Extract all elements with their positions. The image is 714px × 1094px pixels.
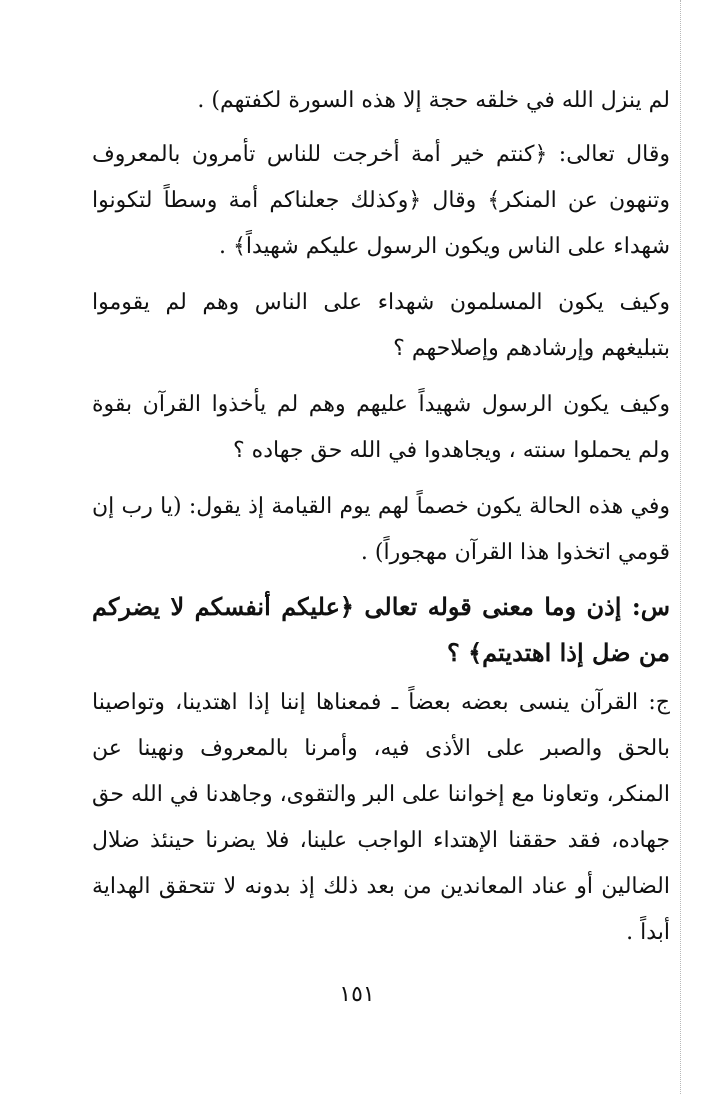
paragraph-4: وكيف يكون الرسول شهيداً عليهم وهم لم يأخذوا القرآن بقوة ولم يحملوا سنته ، ويجاهدوا في الله حق جهاده ؟ (92, 392, 670, 463)
page-number: ١٥١ (339, 982, 375, 1007)
body-text (92, 78, 670, 956)
page-edge-rule (680, 0, 681, 1094)
paragraph-5: وفي هذه الحالة يكون خصماً لهم يوم القيامة إذ يقول: (يا رب إن قومي اتخذوا هذا القرآن مهجوراً) . (92, 494, 670, 565)
paragraph-1: لم ينزل الله في خلقه حجة إلا هذه السورة لكفتهم) . (197, 88, 670, 113)
answer-paragraph: ج: القرآن ينسى بعضه بعضاً ـ فمعناها إننا إذا اهتدينا، وتواصينا بالحق والصبر على الأذى فيه، وأمرنا بالمعروف ونهينا عن المنكر، وتعاونا مع إخواننا على البر والتقوى، وجاهدنا في الله حق جهاده، فقد حققنا الإهتداء الواجب علينا، فلا يضرنا حينئذ ضلال الضالين أو عناد المعاندين من بعد ذلك إذ بدونه لا تتحقق الهداية أبداً . (92, 690, 670, 945)
paragraph-3: وكيف يكون المسلمون شهداء على الناس وهم لم يقوموا بتبليغهم وإرشادهم وإصلاحهم ؟ (92, 290, 670, 361)
paragraph-2: وقال تعالى: ﴿كنتم خير أمة أخرجت للناس تأمرون بالمعروف وتنهون عن المنكر﴾ وقال ﴿وكذلك جعلناكم أمة وسطاً لتكونوا شهداء على الناس ويكون الرسول عليكم شهيداً﴾ . (92, 142, 670, 259)
question-heading: س: إذن وما معنى قوله تعالى ﴿عليكم أنفسكم لا يضركم من ضل إذا اهتديتم﴾ ؟ (92, 592, 670, 667)
